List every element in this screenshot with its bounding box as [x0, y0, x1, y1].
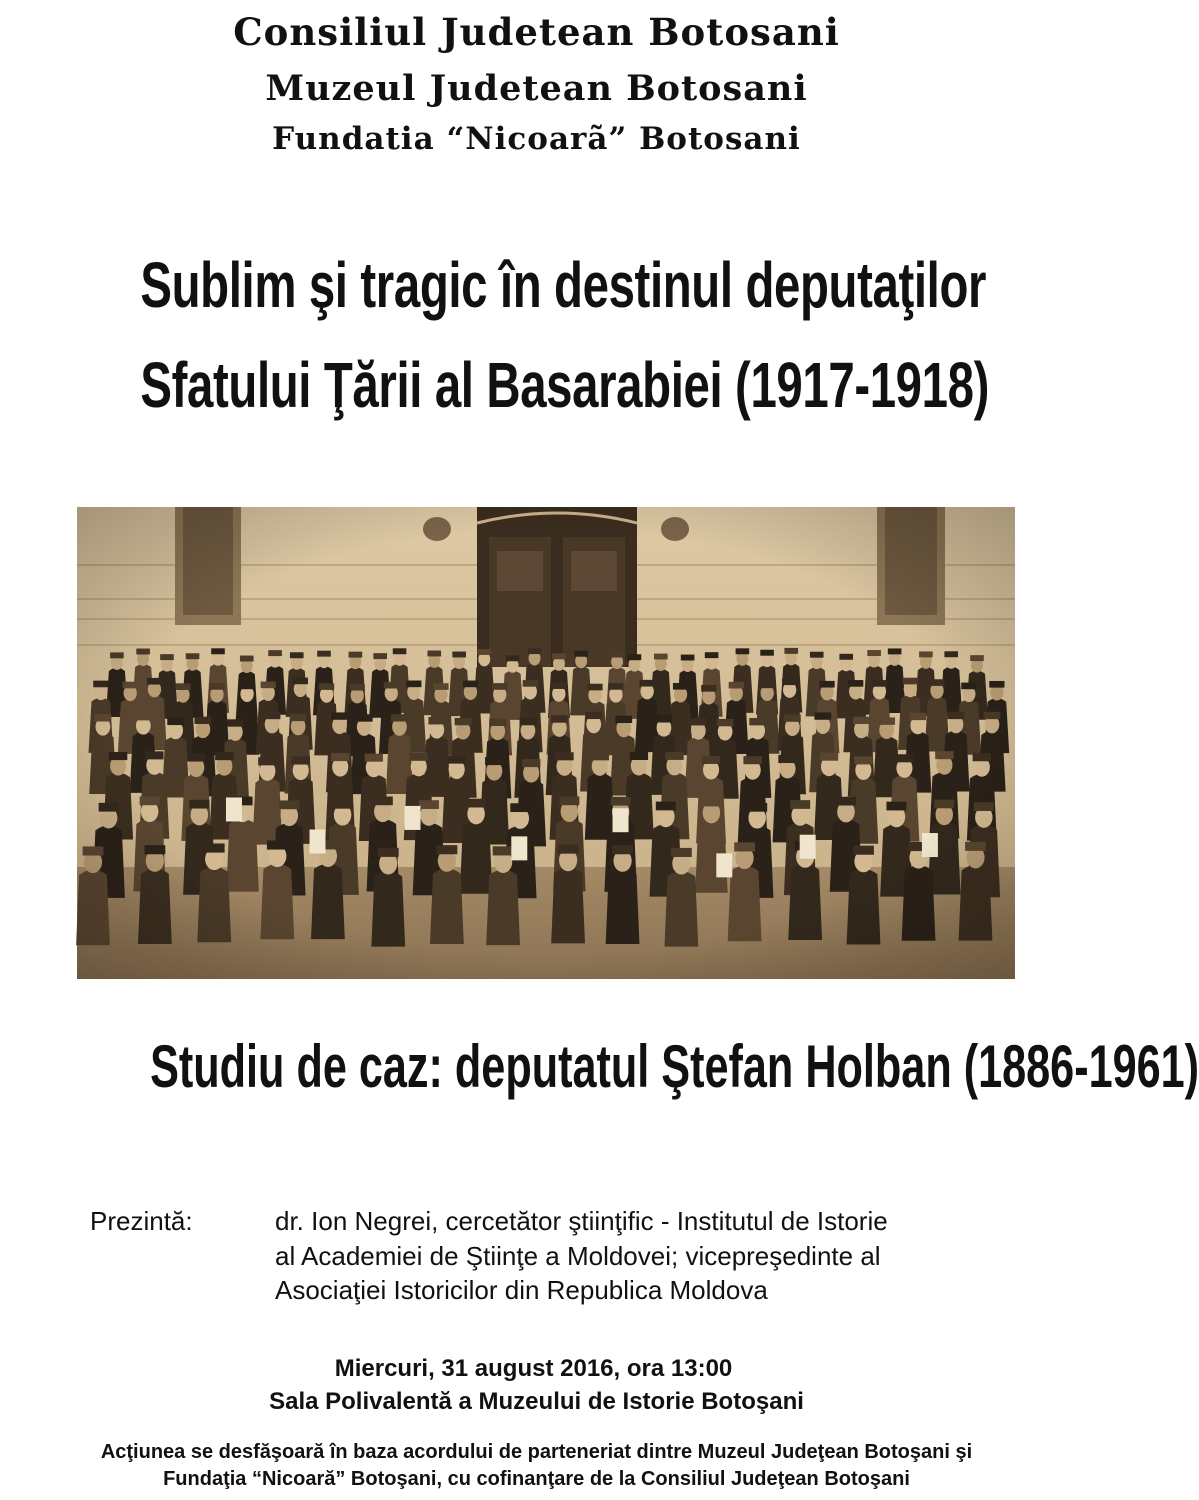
organizer-county-museum: Muzeul Judetean Botosani: [265, 68, 808, 109]
historical-group-photo: [77, 507, 1015, 979]
title-line-1: Sublim şi tragic în destinul deputaţilor: [140, 249, 987, 321]
presenter-label: Prezintă:: [90, 1206, 193, 1236]
presenter-line-2: al Academiei de Ştiinţe a Moldovei; vicepreşedinte al: [275, 1241, 881, 1271]
title-line-2: Sfatului Ţării al Basarabiei (1917-1918): [140, 349, 989, 421]
presenter-line-1: dr. Ion Negrei, cercetător ştiinţific - Institutul de Istorie: [275, 1206, 888, 1236]
footer-line-1: Acţiunea se desfăşoară în baza acordului de parteneriat dintre Muzeul Judeţean Botoşani şi: [100, 1441, 973, 1463]
event-venue: Sala Polivalentă a Muzeului de Istorie Botoşani: [269, 1388, 804, 1415]
presenter-line-3: Asociaţiei Istoricilor din Republica Moldova: [275, 1275, 768, 1305]
organizer-foundation: Fundatia “Nicoarã” Botosani: [272, 121, 801, 157]
event-datetime: Miercuri, 31 august 2016, ora 13:00: [334, 1355, 733, 1382]
organizer-county-council: Consiliul Judetean Botosani: [233, 10, 840, 54]
footer-line-2: Fundaţia “Nicoară” Botoşani, cu cofinanţare de la Consiliul Judeţean Botoşani: [163, 1468, 910, 1490]
case-study-heading: Studiu de caz: deputatul Ştefan Holban (1886-1961): [150, 1033, 1199, 1100]
